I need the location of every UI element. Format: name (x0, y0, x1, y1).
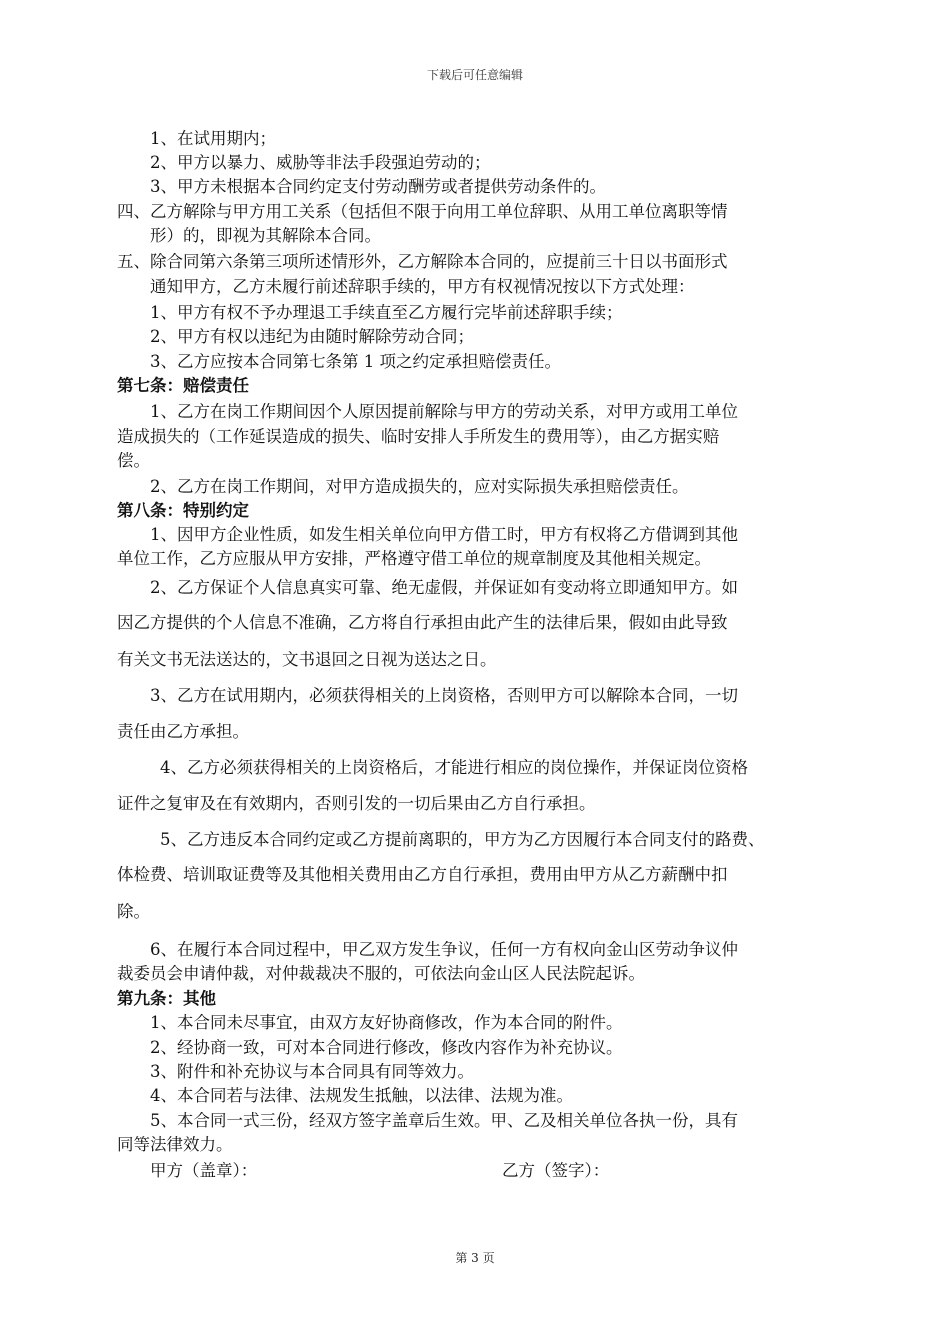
text-line: 1、乙方在岗工作期间因个人原因提前解除与甲方的劳动关系，对甲方或用工单位 (150, 402, 738, 421)
text-line: 3、甲方未根据本合同约定支付劳动酬劳或者提供劳动条件的。 (150, 177, 606, 196)
text-line: 责任由乙方承担。 (117, 722, 249, 741)
text-line: 四、乙方解除与甲方用工关系（包括但不限于向用工单位辞职、从用工单位离职等情 (117, 202, 728, 221)
text-line: 1、本合同未尽事宜，由双方友好协商修改，作为本合同的附件。 (150, 1013, 623, 1032)
text-line: 同等法律效力。 (117, 1135, 233, 1154)
text-line: 3、乙方在试用期内，必须获得相关的上岗资格，否则甲方可以解除本合同，一切 (150, 686, 738, 705)
text-line: 5、本合同一式三份，经双方签字盖章后生效。甲、乙及相关单位各执一份，具有 (150, 1111, 738, 1130)
text-line: 证件之复审及在有效期内，否则引发的一切后果由乙方自行承担。 (117, 794, 596, 813)
text-line: 形）的，即视为其解除本合同。 (150, 226, 381, 245)
text-line: 3、乙方应按本合同第七条第 1 项之约定承担赔偿责任。 (150, 352, 561, 371)
party-b-signature-label: 乙方（签字）： (502, 1161, 610, 1180)
text-line: 4、乙方必须获得相关的上岗资格后，才能进行相应的岗位操作，并保证岗位资格 (160, 758, 748, 777)
text-line: 五、除合同第六条第三项所述情形外，乙方解除本合同的，应提前三十日以书面形式 (117, 252, 728, 271)
text-line: 5、乙方违反本合同约定或乙方提前离职的，甲方为乙方因履行本合同支付的路费、 (160, 830, 765, 849)
text-line: 2、甲方有权以违纪为由随时解除劳动合同； (150, 327, 474, 346)
text-line: 有关文书无法送达的，文书退回之日视为送达之日。 (117, 650, 497, 669)
section-heading: 第九条：其他 (117, 989, 216, 1008)
text-line: 除。 (117, 902, 150, 921)
text-line: 2、乙方在岗工作期间，对甲方造成损失的，应对实际损失承担赔偿责任。 (150, 477, 689, 496)
party-a-seal-label: 甲方（盖章）： (150, 1161, 258, 1180)
text-line: 2、乙方保证个人信息真实可靠、绝无虚假，并保证如有变动将立即通知甲方。如 (150, 578, 738, 597)
page-header: 下载后可任意编辑 (426, 68, 523, 82)
text-line: 偿。 (117, 451, 150, 470)
text-line: 单位工作，乙方应服从甲方安排，严格遵守借工单位的规章制度及其他相关规定。 (117, 549, 711, 568)
text-line: 2、经协商一致，可对本合同进行修改，修改内容作为补充协议。 (150, 1038, 623, 1057)
text-line: 2、甲方以暴力、威胁等非法手段强迫劳动的； (150, 153, 491, 172)
text-line: 裁委员会申请仲裁，对仲裁裁决不服的，可依法向金山区人民法院起诉。 (117, 964, 645, 983)
text-line: 体检费、培训取证费等及其他相关费用由乙方自行承担，费用由甲方从乙方薪酬中扣 (117, 865, 728, 884)
text-line: 1、在试用期内； (150, 129, 276, 148)
section-heading: 第八条：特别约定 (117, 501, 249, 520)
text-line: 6、在履行本合同过程中，甲乙双方发生争议，任何一方有权向金山区劳动争议仲 (150, 940, 738, 959)
text-line: 1、甲方有权不予办理退工手续直至乙方履行完毕前述辞职手续； (150, 303, 623, 322)
text-line: 1、因甲方企业性质，如发生相关单位向甲方借工时，甲方有权将乙方借调到其他 (150, 525, 738, 544)
text-line: 造成损失的（工作延误造成的损失、临时安排人手所发生的费用等），由乙方据实赔 (117, 427, 720, 446)
section-heading: 第七条：赔偿责任 (117, 376, 249, 395)
text-line: 因乙方提供的个人信息不准确，乙方将自行承担由此产生的法律后果，假如由此导致 (117, 613, 728, 632)
text-line: 4、本合同若与法律、法规发生抵触，以法律、法规为准。 (150, 1086, 573, 1105)
text-line: 3、附件和补充协议与本合同具有同等效力。 (150, 1062, 474, 1081)
text-line: 通知甲方，乙方未履行前述辞职手续的，甲方有权视情况按以下方式处理： (150, 277, 695, 296)
page-number: 第 3 页 (455, 1251, 495, 1265)
